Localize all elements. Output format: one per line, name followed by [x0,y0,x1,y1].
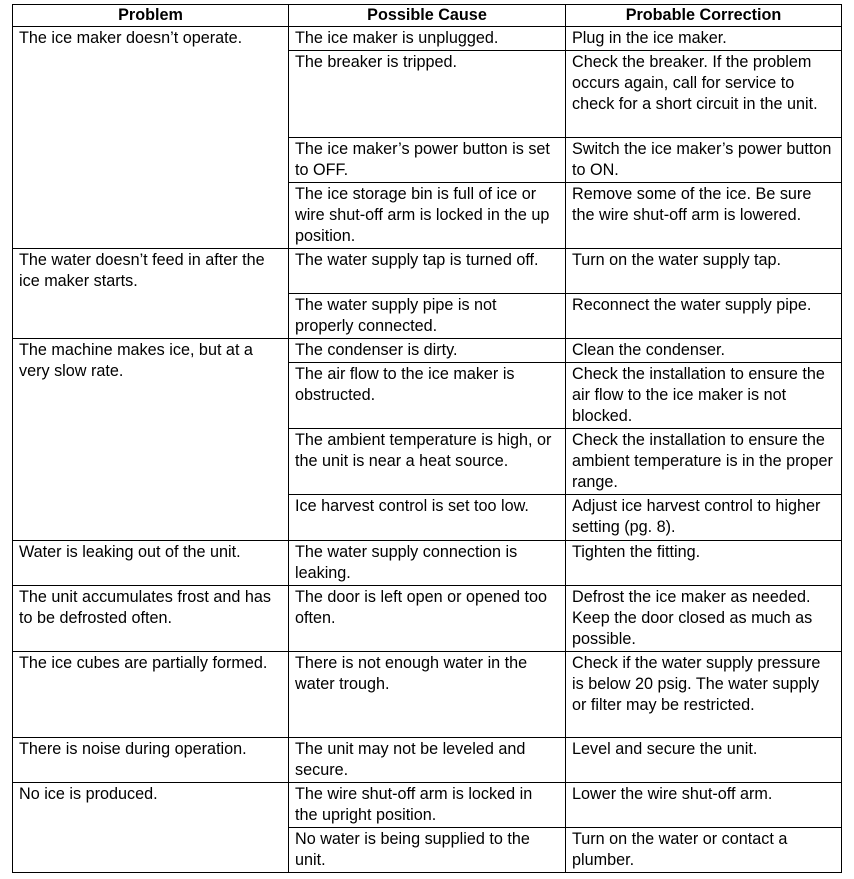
problem-cell: The ice cubes are partially formed. [13,652,289,738]
correction-cell: Check the breaker. If the problem occurs again, call for service to check for a short circuit in the unit. [566,51,842,138]
correction-cell: Tighten the fitting. [566,541,842,586]
correction-cell: Check if the water supply pressure is below 20 psig. The water supply or filter may be restricted. [566,652,842,738]
cause-cell: The wire shut-off arm is locked in the upright position. [289,783,566,828]
table-row [13,541,842,586]
problem-cell: The unit accumulates frost and has to be defrosted often. [13,586,289,652]
problem-cell: The water doesn’t feed in after the ice maker starts. [13,249,289,339]
correction-cell: Clean the condenser. [566,339,842,363]
cause-cell: The water supply connection is leaking. [289,541,566,586]
correction-cell: Level and secure the unit. [566,738,842,783]
problem-cell: No ice is produced. [13,783,289,873]
cause-cell: The unit may not be leveled and secure. [289,738,566,783]
table-body [13,27,842,873]
table-row [13,783,842,828]
correction-cell: Lower the wire shut-off arm. [566,783,842,828]
cause-cell: The water supply pipe is not properly connected. [289,294,566,339]
cause-cell: The door is left open or opened too often. [289,586,566,652]
cause-cell: The ambient temperature is high, or the unit is near a heat source. [289,429,566,495]
cause-cell: No water is being supplied to the unit. [289,828,566,873]
cause-cell: The ice maker is unplugged. [289,27,566,51]
correction-cell: Reconnect the water supply pipe. [566,294,842,339]
problem-cell: The ice maker doesn’t operate. [13,27,289,249]
correction-cell: Defrost the ice maker as needed. Keep the door closed as much as possible. [566,586,842,652]
cause-cell: The condenser is dirty. [289,339,566,363]
table-row [13,27,842,51]
problem-cell: Water is leaking out of the unit. [13,541,289,586]
problem-cell: The machine makes ice, but at a very slow rate. [13,339,289,541]
troubleshooting-table [12,4,842,873]
correction-cell: Turn on the water or contact a plumber. [566,828,842,873]
correction-cell: Check the installation to ensure the ambient temperature is in the proper range. [566,429,842,495]
table-row [13,586,842,652]
correction-cell: Adjust ice harvest control to higher setting (pg. 8). [566,495,842,541]
correction-cell: Check the installation to ensure the air flow to the ice maker is not blocked. [566,363,842,429]
header-problem: Problem [13,5,289,27]
table-row [13,249,842,294]
cause-cell: The air flow to the ice maker is obstructed. [289,363,566,429]
table-row [13,652,842,738]
correction-cell: Switch the ice maker’s power button to ON. [566,138,842,183]
cause-cell: The ice maker’s power button is set to OFF. [289,138,566,183]
correction-cell: Turn on the water supply tap. [566,249,842,294]
correction-cell: Plug in the ice maker. [566,27,842,51]
cause-cell: The water supply tap is turned off. [289,249,566,294]
cause-cell: The ice storage bin is full of ice or wire shut-off arm is locked in the up position. [289,183,566,249]
table-row [13,339,842,363]
table-row [13,738,842,783]
cause-cell: The breaker is tripped. [289,51,566,138]
header-row [13,5,842,27]
header-probable-correction: Probable Correction [566,5,842,27]
correction-cell: Remove some of the ice. Be sure the wire shut-off arm is lowered. [566,183,842,249]
problem-cell: There is noise during operation. [13,738,289,783]
header-possible-cause: Possible Cause [289,5,566,27]
cause-cell: Ice harvest control is set too low. [289,495,566,541]
cause-cell: There is not enough water in the water trough. [289,652,566,738]
